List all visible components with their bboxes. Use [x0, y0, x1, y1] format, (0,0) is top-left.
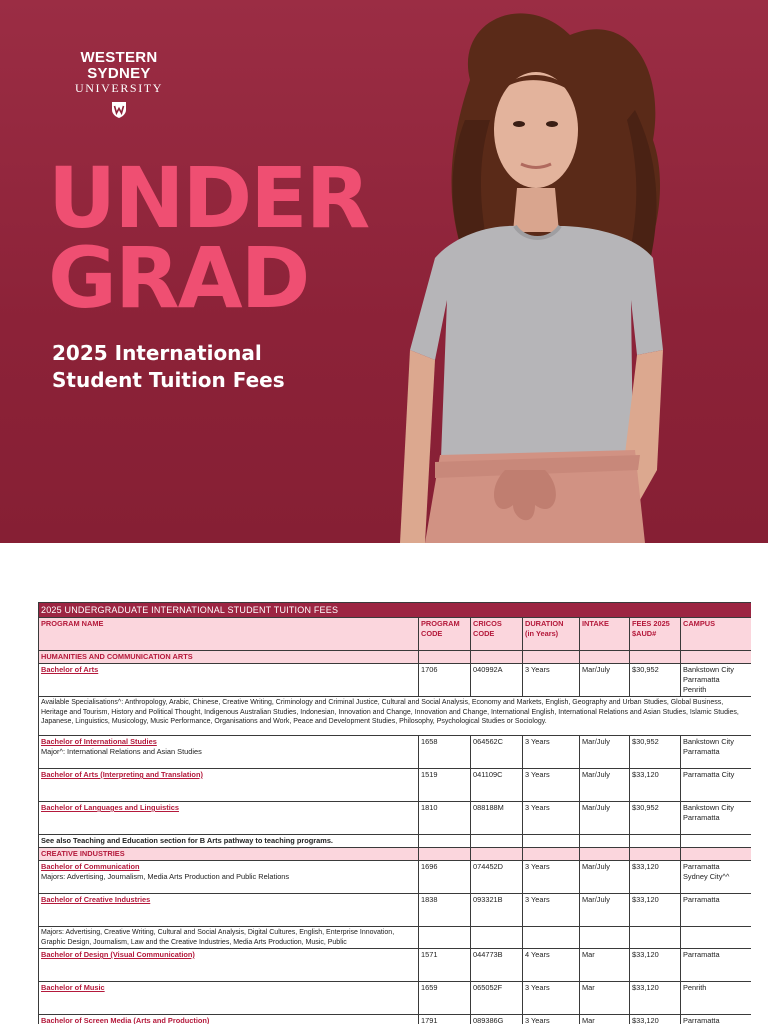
program-major: Major^: International Relations and Asian Studies — [41, 747, 202, 756]
cricos-code: 093321B — [471, 894, 523, 927]
university-logo[interactable] — [52, 50, 186, 119]
section-row — [39, 651, 752, 664]
hero-subtitle — [52, 340, 285, 394]
program-code: 1571 — [419, 949, 471, 982]
fee: $30,952 — [630, 736, 681, 769]
duration: 3 Years — [523, 861, 580, 894]
subtitle-line-2: Student Tuition Fees — [52, 368, 285, 392]
campus: Parramatta — [681, 894, 752, 927]
section-title: CREATIVE INDUSTRIES — [39, 848, 419, 861]
campus: Parramatta — [681, 1015, 752, 1024]
cricos-code: 088188M — [471, 802, 523, 835]
table-row — [39, 927, 752, 949]
campus: Bankstown City Parramatta Penrith — [681, 664, 752, 697]
cricos-code: 089386G — [471, 1015, 523, 1024]
table-row — [39, 982, 752, 1015]
campus: Parramatta — [681, 949, 752, 982]
duration: 3 Years — [523, 736, 580, 769]
duration: 3 Years — [523, 802, 580, 835]
table-row — [39, 736, 752, 769]
fee: $33,120 — [630, 769, 681, 802]
campus: Penrith — [681, 982, 752, 1015]
duration: 3 Years — [523, 1015, 580, 1024]
duration: 4 Years — [523, 949, 580, 982]
cricos-code: 065052F — [471, 982, 523, 1015]
tuition-fees-table — [38, 602, 751, 1024]
intake: Mar/July — [580, 802, 630, 835]
logo-wordmark-top: WESTERN SYDNEY — [80, 49, 158, 82]
header-program-code: PROGRAM CODE — [419, 618, 471, 651]
program-link-design-visual-communication[interactable]: Bachelor of Design (Visual Communication) — [41, 950, 195, 959]
table-row — [39, 802, 752, 835]
program-link-creative-industries[interactable]: Bachelor of Creative Industries — [41, 895, 151, 904]
section-row — [39, 848, 752, 861]
intake: Mar/July — [580, 861, 630, 894]
header-duration: DURATION (in Years) — [523, 618, 580, 651]
duration: 3 Years — [523, 982, 580, 1015]
intake: Mar — [580, 1015, 630, 1024]
creative-majors-note: Majors: Advertising, Creative Writing, Cultural and Social Analysis, Digital Cultures, English, Enterprise Innovation, Graphic Design, Journalism, Law and the Creative Industries, Media Arts Production, Music, Public — [39, 927, 419, 949]
intake: Mar/July — [580, 894, 630, 927]
program-link-bachelor-of-arts[interactable]: Bachelor of Arts — [41, 665, 99, 674]
table-row — [39, 835, 752, 848]
cricos-code: 040992A — [471, 664, 523, 697]
fee: $30,952 — [630, 802, 681, 835]
cricos-code: 044773B — [471, 949, 523, 982]
duration: 3 Years — [523, 769, 580, 802]
program-link-music[interactable]: Bachelor of Music — [41, 983, 105, 992]
header-cricos-code: CRICOS CODE — [471, 618, 523, 651]
fee: $33,120 — [630, 1015, 681, 1024]
headline-under: UNDER — [48, 149, 369, 247]
program-code: 1519 — [419, 769, 471, 802]
cricos-code: 041109C — [471, 769, 523, 802]
program-link-screen-media[interactable]: Bachelor of Screen Media (Arts and Production) — [41, 1016, 210, 1024]
fee: $30,952 — [630, 664, 681, 697]
intake: Mar/July — [580, 736, 630, 769]
program-code: 1696 — [419, 861, 471, 894]
duration: 3 Years — [523, 894, 580, 927]
student-photo — [395, 0, 768, 543]
program-code: 1810 — [419, 802, 471, 835]
intake: Mar — [580, 949, 630, 982]
headline-grad: GRAD — [48, 229, 309, 327]
intake: Mar/July — [580, 664, 630, 697]
fee: $33,120 — [630, 894, 681, 927]
table-row — [39, 861, 752, 894]
campus: Parramatta City — [681, 769, 752, 802]
shield-icon — [111, 101, 127, 119]
teaching-pathway-note: See also Teaching and Education section for B Arts pathway to teaching programs. — [39, 835, 419, 848]
program-link-international-studies[interactable]: Bachelor of International Studies — [41, 737, 157, 746]
table-row — [39, 664, 752, 697]
cricos-code: 064562C — [471, 736, 523, 769]
fee: $33,120 — [630, 861, 681, 894]
table-row — [39, 697, 752, 736]
program-code: 1659 — [419, 982, 471, 1015]
fee: $33,120 — [630, 949, 681, 982]
table-row — [39, 769, 752, 802]
intake: Mar/July — [580, 769, 630, 802]
specialisations-note: Available Specialisations^: Anthropology, Arabic, Chinese, Creative Writing, Criminology and Criminal Justice, Cultural and Social Analysis, Economy and Markets, English, Geography and Urban Studies, Global Business, Heritage and Tourism, History and Political Thought, Indigenous Australian Studies, Indonesian, Innovation and Change, Innovation and Change, International English, International Relations and Asian Studies, Islamic Studies, Japanese, Linguistics, Musicology, Music Performance, Organisations and Work, Peace and Development Studies, Philosophy, Psychological Studies or Sociology. — [39, 697, 752, 736]
program-majors: Majors: Advertising, Journalism, Media Arts Production and Public Relations — [41, 872, 290, 881]
header-program-name: PROGRAM NAME — [39, 618, 419, 651]
header-fees: FEES 2025 $AUD# — [630, 618, 681, 651]
subtitle-line-1: 2025 International — [52, 341, 262, 365]
campus: Parramatta Sydney City^^ — [681, 861, 752, 894]
table-row — [39, 894, 752, 927]
cricos-code: 074452D — [471, 861, 523, 894]
header-campus: CAMPUS — [681, 618, 752, 651]
program-link-languages-linguistics[interactable]: Bachelor of Languages and Linguistics — [41, 803, 179, 812]
program-code: 1791 — [419, 1015, 471, 1024]
program-link-communication[interactable]: Bachelor of Communication — [41, 862, 140, 871]
tuition-fees-table-container — [38, 602, 751, 1024]
section-title: HUMANITIES AND COMMUNICATION ARTS — [39, 651, 419, 664]
table-title: 2025 UNDERGRADUATE INTERNATIONAL STUDENT TUITION FEES — [39, 603, 752, 618]
program-link-interpreting-translation[interactable]: Bachelor of Arts (Interpreting and Translation) — [41, 770, 203, 779]
table-row — [39, 1015, 752, 1024]
campus: Bankstown City Parramatta — [681, 736, 752, 769]
table-row — [39, 949, 752, 982]
program-code: 1838 — [419, 894, 471, 927]
logo-wordmark-bottom: UNIVERSITY — [75, 81, 163, 95]
campus: Bankstown City Parramatta — [681, 802, 752, 835]
program-code: 1706 — [419, 664, 471, 697]
header-intake: INTAKE — [580, 618, 630, 651]
duration: 3 Years — [523, 664, 580, 697]
table-header-row — [39, 618, 752, 651]
program-code: 1658 — [419, 736, 471, 769]
intake: Mar — [580, 982, 630, 1015]
fee: $33,120 — [630, 982, 681, 1015]
